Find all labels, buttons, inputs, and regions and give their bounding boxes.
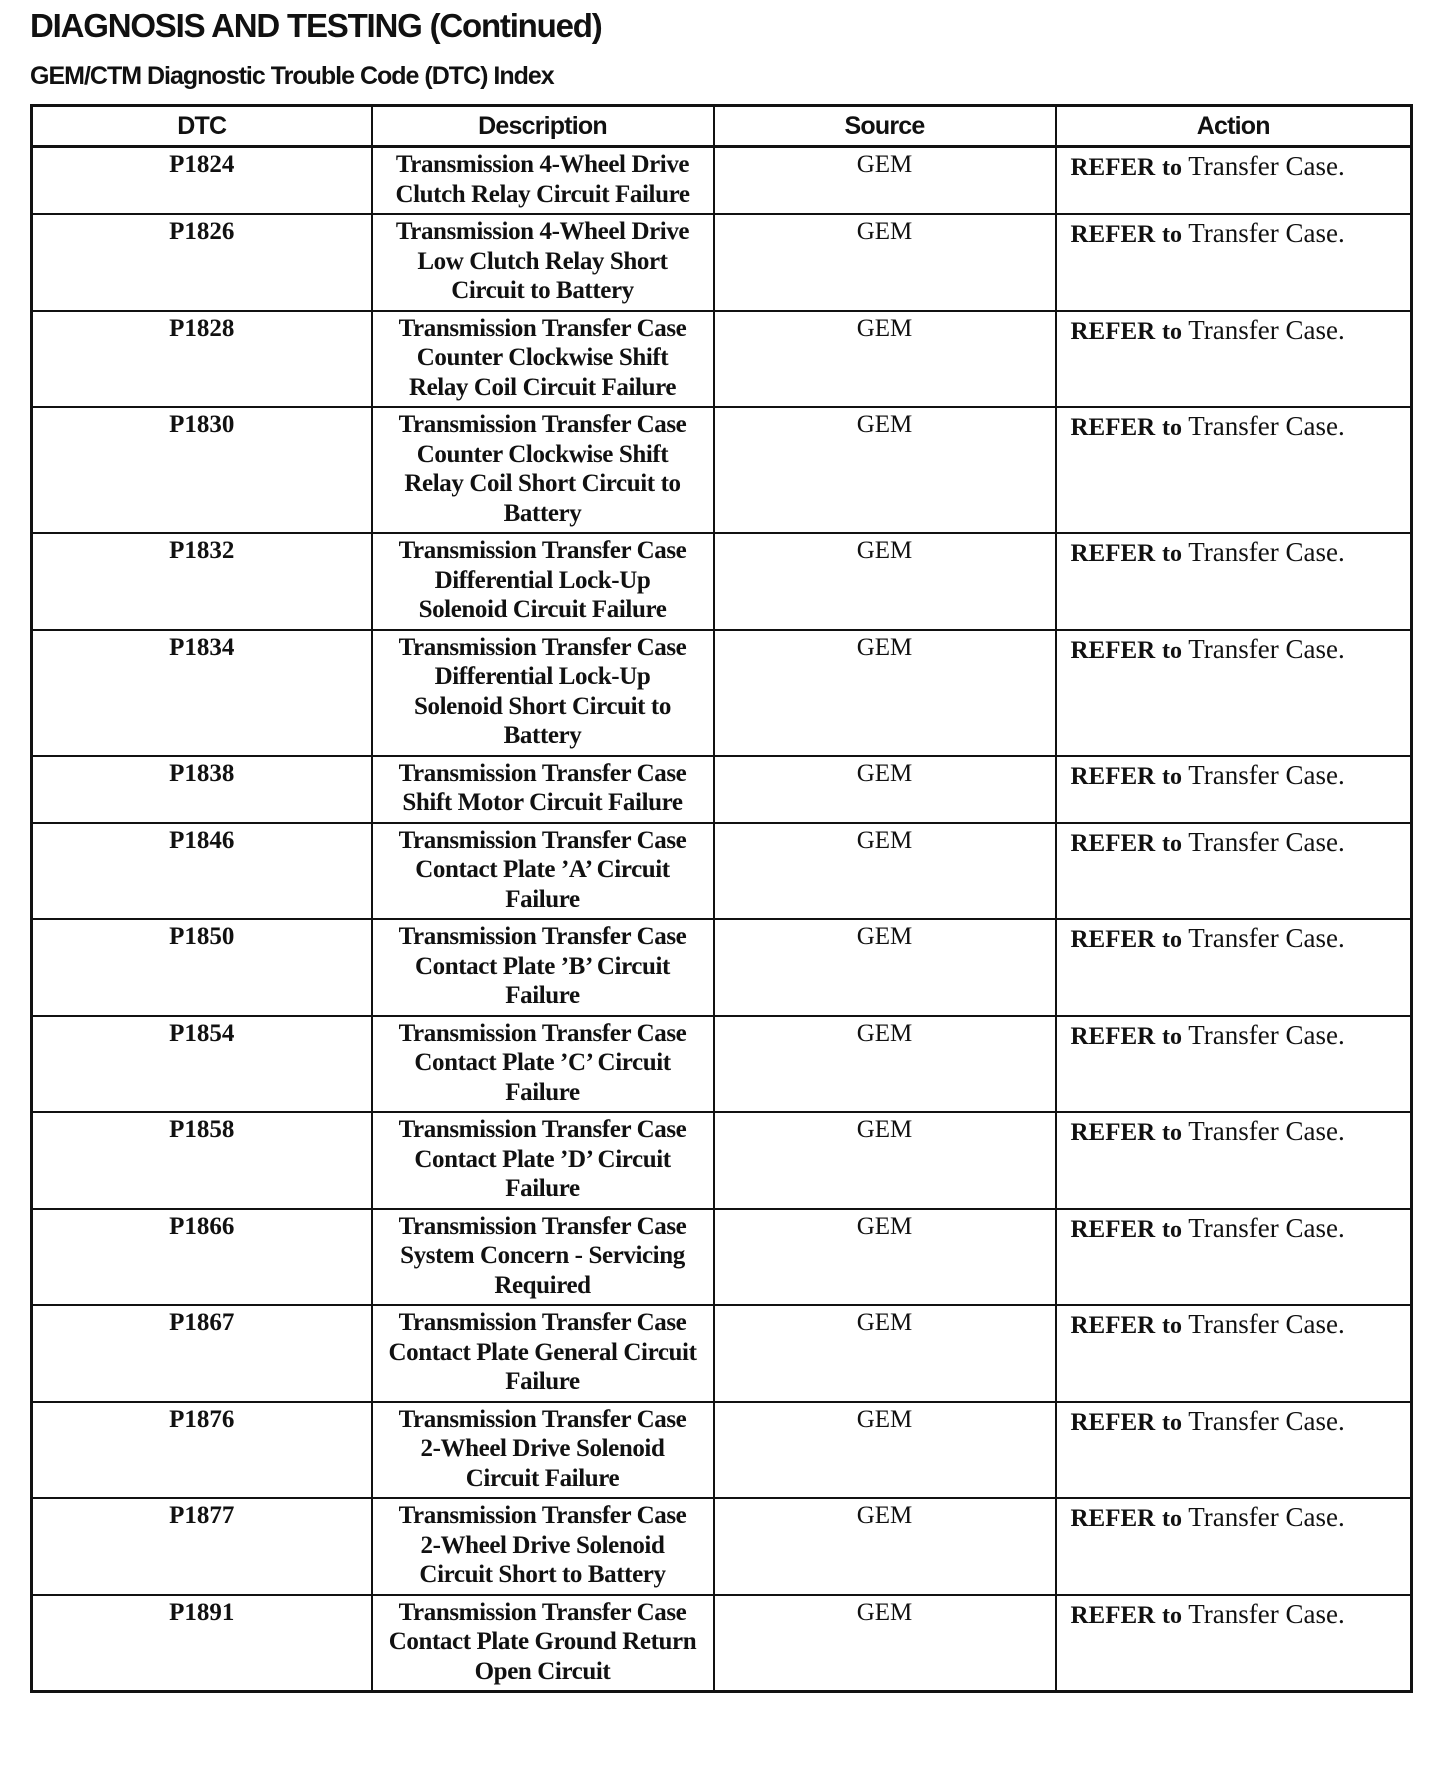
description-line: Transmission 4-Wheel Drive [395, 218, 690, 245]
dtc-code-cell: P1866 [32, 1209, 372, 1306]
table-row [32, 1595, 1412, 1692]
action-to: to [1161, 763, 1182, 790]
table-row [32, 214, 1412, 311]
table-body [32, 147, 1412, 1692]
dtc-code-cell: P1877 [32, 1498, 372, 1595]
description-line: Contact Plate General Circuit [388, 1338, 697, 1366]
action-refer: REFER [1070, 221, 1156, 248]
action-to: to [1161, 637, 1182, 664]
action-refer: REFER [1070, 1505, 1156, 1532]
action-target: Transfer Case. [1188, 1116, 1345, 1146]
action-refer: REFER [1070, 762, 1156, 790]
source-cell: GEM [714, 1016, 1056, 1113]
action-refer: REFER [1070, 1215, 1156, 1243]
description-line: Solenoid Circuit Failure [418, 596, 667, 623]
table-row [32, 407, 1412, 533]
description-line: Failure [505, 885, 580, 913]
description-cell [372, 1305, 714, 1402]
dtc-code-cell: P1850 [32, 919, 372, 1016]
description-line: Low Clutch Relay Short [417, 247, 668, 275]
dtc-code-cell: P1832 [32, 533, 372, 630]
description-cell [372, 919, 714, 1016]
source-cell: GEM [714, 1209, 1056, 1306]
action-to: to [1161, 1216, 1182, 1243]
action-target: Transfer Case. [1188, 151, 1345, 181]
description-line: Contact Plate ’D’ Circuit [414, 1145, 671, 1173]
description-line: Solenoid Short Circuit to [414, 692, 671, 720]
description-line: Relay Coil Circuit Failure [408, 373, 677, 401]
action-target: Transfer Case. [1188, 1405, 1345, 1436]
header-description: Description [372, 106, 714, 147]
description-line: Transmission Transfer Case [398, 923, 687, 950]
action-to: to [1161, 1506, 1182, 1532]
action-cell [1056, 1016, 1412, 1113]
description-line: System Concern - Servicing [400, 1242, 685, 1269]
description-line: Circuit Failure [465, 1464, 620, 1492]
description-line: Failure [505, 1078, 580, 1106]
action-to: to [1161, 415, 1182, 441]
description-line: Contact Plate ’B’ Circuit [415, 952, 670, 980]
action-to: to [1161, 541, 1182, 567]
action-refer: REFER [1070, 1312, 1156, 1339]
action-to: to [1161, 1120, 1182, 1146]
action-to: to [1161, 830, 1182, 857]
action-target: Transfer Case. [1188, 1598, 1345, 1629]
description-line: Circuit Short to Battery [419, 1561, 666, 1588]
description-cell [372, 1595, 714, 1692]
description-line: Failure [505, 1368, 580, 1395]
description-line: Transmission Transfer Case [398, 411, 687, 438]
action-refer: REFER [1070, 540, 1156, 567]
action-cell [1056, 1595, 1412, 1692]
action-to: to [1161, 1602, 1182, 1629]
table-row [32, 533, 1412, 630]
action-target: Transfer Case. [1188, 826, 1345, 857]
action-refer: REFER [1070, 414, 1156, 441]
description-cell [372, 1402, 714, 1499]
description-cell [372, 1209, 714, 1306]
description-line: Transmission 4-Wheel Drive [395, 151, 690, 178]
action-cell [1056, 756, 1412, 823]
dtc-code-cell: P1876 [32, 1402, 372, 1499]
action-cell [1056, 1498, 1412, 1595]
action-cell [1056, 1209, 1412, 1306]
description-cell [372, 1016, 714, 1113]
description-line: Counter Clockwise Shift [416, 344, 669, 371]
description-line: Relay Coil Short Circuit to [404, 470, 681, 497]
description-cell [372, 1112, 714, 1209]
source-cell: GEM [714, 919, 1056, 1016]
table-row [32, 630, 1412, 756]
header-dtc: DTC [32, 106, 372, 147]
description-cell [372, 1498, 714, 1595]
action-refer: REFER [1070, 1119, 1156, 1146]
source-cell: GEM [714, 630, 1056, 756]
description-line: Transmission Transfer Case [398, 537, 687, 564]
description-line: Transmission Transfer Case [398, 314, 687, 342]
action-refer: REFER [1070, 154, 1156, 181]
description-line: Counter Clockwise Shift [416, 440, 669, 468]
dtc-code-cell: P1891 [32, 1595, 372, 1692]
action-cell [1056, 1305, 1412, 1402]
description-line: Shift Motor Circuit Failure [402, 789, 683, 816]
description-cell [372, 630, 714, 756]
action-to: to [1161, 1313, 1182, 1339]
action-target: Transfer Case. [1188, 537, 1345, 567]
table-row [32, 1209, 1412, 1306]
description-line: Transmission Transfer Case [398, 1502, 687, 1529]
table-row [32, 1402, 1412, 1499]
dtc-index-table [30, 104, 1413, 1693]
description-cell [372, 407, 714, 533]
description-cell [372, 823, 714, 920]
description-cell [372, 147, 714, 215]
table-title: GEM/CTM Diagnostic Trouble Code (DTC) Index [30, 62, 554, 90]
table-row [32, 311, 1412, 408]
description-line: Contact Plate ’C’ Circuit [414, 1049, 671, 1076]
description-line: Battery [503, 722, 582, 749]
header-action: Action [1056, 106, 1412, 147]
description-line: Battery [503, 499, 582, 527]
description-line: Transmission Transfer Case [398, 1598, 687, 1626]
action-to: to [1161, 1409, 1182, 1436]
action-to: to [1161, 222, 1182, 248]
action-to: to [1161, 155, 1182, 181]
source-cell: GEM [714, 1595, 1056, 1692]
action-target: Transfer Case. [1188, 923, 1345, 953]
action-cell [1056, 311, 1412, 408]
description-line: Transmission Transfer Case [398, 1212, 687, 1240]
action-cell [1056, 214, 1412, 311]
description-line: Contact Plate ’A’ Circuit [415, 856, 670, 883]
source-cell: GEM [714, 147, 1056, 215]
source-cell: GEM [714, 1112, 1056, 1209]
source-cell: GEM [714, 1498, 1056, 1595]
action-cell [1056, 147, 1412, 215]
description-line: Transmission Transfer Case [398, 826, 687, 854]
description-line: Contact Plate Ground Return [388, 1628, 697, 1655]
description-line: Failure [505, 1175, 580, 1202]
dtc-code-cell: P1846 [32, 823, 372, 920]
action-refer: REFER [1070, 829, 1156, 857]
action-refer: REFER [1070, 1601, 1156, 1629]
source-cell: GEM [714, 1305, 1056, 1402]
dtc-code-cell: P1858 [32, 1112, 372, 1209]
action-to: to [1161, 927, 1182, 953]
action-cell [1056, 919, 1412, 1016]
description-line: Open Circuit [474, 1657, 611, 1685]
action-target: Transfer Case. [1188, 1502, 1345, 1532]
description-line: Differential Lock-Up [434, 566, 651, 594]
dtc-code-cell: P1824 [32, 147, 372, 215]
table-row [32, 1498, 1412, 1595]
dtc-code-cell: P1828 [32, 311, 372, 408]
description-cell [372, 214, 714, 311]
dtc-code-cell: P1826 [32, 214, 372, 311]
action-cell [1056, 407, 1412, 533]
table-row [32, 1305, 1412, 1402]
table-header-row [32, 106, 1412, 147]
action-to: to [1161, 318, 1182, 345]
description-line: Transmission Transfer Case [398, 1405, 687, 1433]
action-target: Transfer Case. [1188, 633, 1345, 664]
table-row [32, 919, 1412, 1016]
action-to: to [1161, 1023, 1182, 1050]
source-cell: GEM [714, 1402, 1056, 1499]
action-cell [1056, 1112, 1412, 1209]
source-cell: GEM [714, 407, 1056, 533]
page-heading: DIAGNOSIS AND TESTING (Continued) [30, 7, 602, 44]
description-line: Required [494, 1271, 591, 1299]
action-target: Transfer Case. [1188, 1309, 1345, 1339]
table-row [32, 823, 1412, 920]
description-line: 2-Wheel Drive Solenoid [420, 1531, 665, 1559]
action-refer: REFER [1070, 1022, 1156, 1050]
action-target: Transfer Case. [1188, 1212, 1345, 1243]
description-line: Transmission Transfer Case [398, 1019, 687, 1047]
table-row [32, 756, 1412, 823]
description-cell [372, 756, 714, 823]
description-line: Transmission Transfer Case [398, 633, 687, 661]
header-source: Source [714, 106, 1056, 147]
description-line: Failure [505, 982, 580, 1009]
action-refer: REFER [1070, 926, 1156, 953]
dtc-code-cell: P1830 [32, 407, 372, 533]
description-line: Circuit to Battery [451, 277, 634, 304]
table-row [32, 1016, 1412, 1113]
description-line: 2-Wheel Drive Solenoid [420, 1435, 665, 1462]
action-cell [1056, 533, 1412, 630]
action-cell [1056, 630, 1412, 756]
dtc-code-cell: P1838 [32, 756, 372, 823]
action-target: Transfer Case. [1188, 314, 1345, 345]
table-row [32, 147, 1412, 215]
source-cell: GEM [714, 823, 1056, 920]
description-line: Differential Lock-Up [434, 663, 651, 690]
action-target: Transfer Case. [1188, 1019, 1345, 1050]
action-target: Transfer Case. [1188, 759, 1345, 790]
dtc-code-cell: P1834 [32, 630, 372, 756]
description-line: Transmission Transfer Case [398, 1116, 687, 1143]
source-cell: GEM [714, 311, 1056, 408]
dtc-code-cell: P1867 [32, 1305, 372, 1402]
action-cell [1056, 823, 1412, 920]
description-cell [372, 311, 714, 408]
description-line: Transmission Transfer Case [398, 759, 687, 787]
action-refer: REFER [1070, 317, 1156, 345]
action-target: Transfer Case. [1188, 411, 1345, 441]
action-target: Transfer Case. [1188, 218, 1345, 248]
description-cell [372, 533, 714, 630]
action-refer: REFER [1070, 636, 1156, 664]
source-cell: GEM [714, 533, 1056, 630]
description-line: Clutch Relay Circuit Failure [395, 180, 690, 208]
table-row [32, 1112, 1412, 1209]
description-line: Transmission Transfer Case [398, 1309, 687, 1336]
action-refer: REFER [1070, 1408, 1156, 1436]
source-cell: GEM [714, 214, 1056, 311]
action-cell [1056, 1402, 1412, 1499]
dtc-code-cell: P1854 [32, 1016, 372, 1113]
source-cell: GEM [714, 756, 1056, 823]
